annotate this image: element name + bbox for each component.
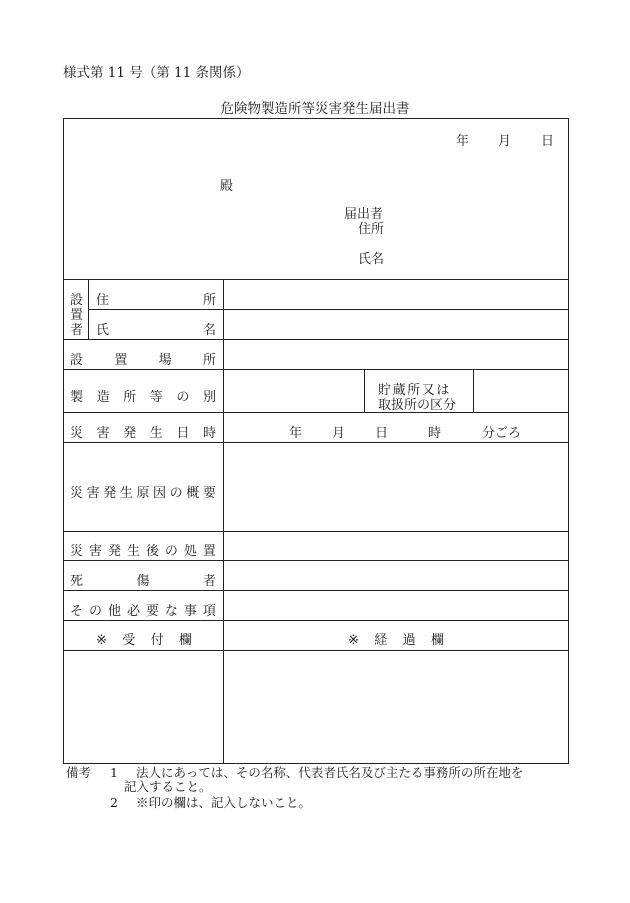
label-char: 付	[150, 633, 164, 648]
label-char: 住	[96, 293, 110, 308]
date-day-label: 日	[541, 134, 555, 149]
label-char: ※	[348, 633, 359, 648]
label-char: の	[176, 390, 190, 405]
storage-class-label-line1: 貯蔵所又は	[378, 383, 452, 398]
label-char: 発	[103, 486, 117, 501]
note-1-text-line2: 記入すること。	[124, 779, 212, 794]
note-1-number: 1	[110, 765, 118, 780]
label-char: 害	[96, 426, 110, 441]
label-char: 必	[126, 604, 140, 619]
date-year-label: 年	[456, 134, 470, 149]
form-table	[63, 118, 569, 764]
label-char: 置	[114, 353, 128, 368]
installer-group-char-3: 者	[70, 323, 84, 338]
datetime-day-unit: 日	[375, 426, 389, 441]
name-label: 氏名	[358, 252, 385, 267]
casualties-label	[70, 575, 216, 588]
label-char: 経	[374, 633, 388, 648]
installer-address-label	[96, 294, 216, 307]
reception-column-header	[96, 634, 192, 647]
date-month-label: 月	[498, 134, 512, 149]
notifier-label: 届出者	[344, 207, 384, 222]
label-char: 生	[126, 544, 140, 559]
datetime-month-unit: 月	[332, 426, 346, 441]
address-label: 住所	[358, 222, 385, 237]
label-char: 場	[158, 353, 172, 368]
label-char: 過	[402, 633, 416, 648]
installer-group-char-2: 置	[70, 308, 84, 323]
datetime-hour-unit: 時	[428, 426, 442, 441]
label-char: 置	[202, 544, 216, 559]
label-char: そ	[70, 604, 84, 619]
label-char: 死	[70, 574, 84, 589]
label-char: 受	[122, 633, 136, 648]
label-char: 事	[183, 604, 197, 619]
label-char: 因	[153, 486, 167, 501]
progress-column-header	[348, 634, 444, 647]
label-char: な	[164, 604, 178, 619]
label-char: 製	[70, 390, 84, 405]
datetime-minute-unit: 分ごろ	[482, 426, 522, 441]
label-char: 後	[145, 544, 159, 559]
label-char: 要	[202, 486, 216, 501]
label-char: 項	[202, 604, 216, 619]
label-char: 他	[107, 604, 121, 619]
note-2-number: 2	[110, 795, 118, 810]
label-char: 害	[88, 544, 102, 559]
label-char: 等	[149, 390, 163, 405]
facility-type-label	[70, 391, 216, 404]
datetime-year-unit: 年	[289, 426, 303, 441]
note-2-text: ※印の欄は、記入しないこと。	[136, 795, 312, 810]
post-disaster-measures-label	[70, 545, 216, 558]
label-char: 所	[202, 293, 216, 308]
label-char: 欄	[430, 633, 444, 648]
storage-class-label-line2: 取扱所の区分	[378, 398, 457, 413]
label-char: 害	[86, 486, 100, 501]
installer-name-label	[96, 324, 216, 337]
label-char: ※	[96, 633, 107, 648]
label-char: 生	[119, 486, 133, 501]
disaster-datetime-label	[70, 427, 216, 440]
label-char: の	[169, 486, 183, 501]
form-number: 様式第 11 号（第 11 条関係）	[63, 65, 250, 81]
notes-label: 備考	[66, 765, 92, 780]
label-char: の	[164, 544, 178, 559]
note-1-text-line1: 法人にあっては、その名称、代表者氏名及び主たる事務所の所在地を	[136, 765, 524, 780]
form-title: 危険物製造所等災害発生届出書	[220, 101, 410, 117]
cause-summary-label	[70, 487, 216, 500]
label-char: 氏	[96, 323, 110, 338]
label-char: 時	[202, 426, 216, 441]
label-char: 所	[202, 353, 216, 368]
addressee-suffix: 殿	[220, 179, 234, 194]
label-char: 災	[70, 486, 84, 501]
label-char: 処	[183, 544, 197, 559]
label-char: 要	[145, 604, 159, 619]
label-char: 生	[149, 426, 163, 441]
label-char: 災	[70, 426, 84, 441]
label-char: 日	[176, 426, 190, 441]
label-char: 設	[70, 353, 84, 368]
label-char: 欄	[178, 633, 192, 648]
installer-group-char-1: 設	[70, 293, 84, 308]
label-char: 造	[96, 390, 110, 405]
label-char: 原	[136, 486, 150, 501]
label-char: 名	[202, 323, 216, 338]
label-char: 傷	[136, 574, 150, 589]
label-char: の	[88, 604, 102, 619]
label-char: 別	[202, 390, 216, 405]
label-char: 発	[123, 426, 137, 441]
label-char: 概	[186, 486, 200, 501]
other-matters-label	[70, 605, 216, 618]
label-char: 発	[107, 544, 121, 559]
installation-place-label	[70, 354, 216, 367]
label-char: 所	[123, 390, 137, 405]
label-char: 災	[70, 544, 84, 559]
label-char: 者	[202, 574, 216, 589]
